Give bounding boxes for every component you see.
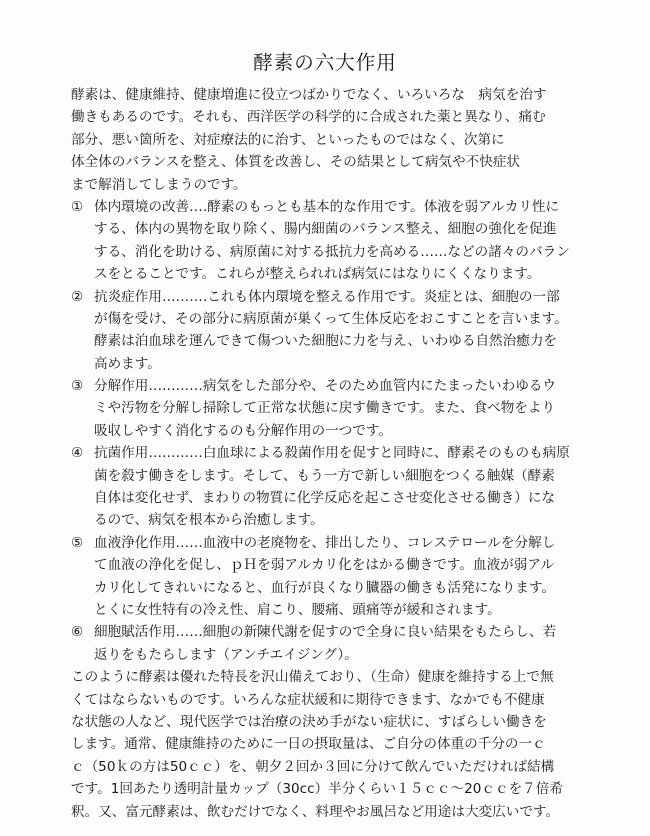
text-line: します。通常、健康維持のために一日の摂取量は、ご自分の体重の千分の一ｃ [71,736,546,753]
text-line: ｃ（50ｋの方は50ｃｃ）を、朝夕２回か３回に分けて飲んでいただければ結構 [71,758,555,775]
document-title: 酵素の六大作用 [253,51,397,74]
intro-paragraph [71,84,591,196]
item-number: ⑥ [71,624,84,641]
item-number: ① [71,198,84,215]
numbered-item-5 [71,532,591,622]
text-line: です。1回あたり透明計量カップ（30cc）半分くらい１５ｃｃ～20ｃｃを７倍希 [71,781,563,798]
text-line: 釈。又、富元酵素は、飲むだけでなく、料理やお風呂など用途は大変広いです。 [71,803,560,820]
item-number: ⑤ [71,534,84,551]
item-number: ③ [71,378,84,395]
text-line: 返りをもたらします（アンチエイジング）。 [94,646,358,663]
text-line: 血液浄化作用‥‥‥血液中の老廃物を、排出したり、コレステロールを分解し [94,534,556,551]
text-line: まで解消してしまうのです。 [71,176,247,193]
text-line: 高めます。 [94,355,161,372]
numbered-item-1 [71,196,591,286]
text-line: カリ化してきれいになると、血行が良くなり臓器の働きも活発になります。 [94,579,556,596]
text-line: する、体内の異物を取り除く、腸内細菌のバランス整え、細胞の強化を促進 [94,221,557,238]
numbered-item-2 [71,286,591,376]
text-line: 自体は変化せず、まわりの物質に化学反応を起こさせ変化させる働き）にな [94,490,556,507]
numbered-item-4 [71,442,591,532]
numbered-item-6 [71,621,591,666]
text-line: する、消化を助ける、病原菌に対する抵抗力を高める‥‥‥などの諸々のバラン [94,243,570,260]
text-line: て血液の浄化を促し、ｐＨを弱アルカリ化をはかる働きです。血液が弱アル [94,557,555,574]
text-line: るので、病気を根本から治癒します。 [94,512,324,529]
text-line: 吸収しやすく消化するのも分解作用の一つです。 [94,422,392,439]
text-line: ミや汚物を分解し掃除して正常な状態に戻す働きです。また、食べ物をより [94,400,556,417]
text-line: 抗炎症作用‥‥‥‥‥これも体内環境を整える作用です。炎症とは、細胞の一部 [94,288,560,305]
item-number: ④ [71,445,84,462]
text-line: 働きもあるのです。それも、西洋医学の科学的に合成された薬と異なり、痛む [71,109,546,126]
text-line: 細胞賦活作用‥‥‥細胞の新陳代謝を促すので全身に良い結果をもたらし、若 [94,624,557,641]
text-line: 酵素は、健康維持、健康増進に役立つばかりでなく、いろいろな 病気を治す [71,87,547,103]
numbered-item-3 [71,375,591,442]
text-line: が傷を受け、その部分に病原菌が巣くって生体反応をおこすことを言います。 [94,310,568,327]
text-line: このように酵素は優れた特長を沢山備えており、（生命）健康を維持する上で無 [71,669,554,686]
text-line: 菌を殺す働きをします。そして、もう一方で新しい細胞をつくる触媒（酵素 [94,467,555,484]
text-line: とくに女性特有の冷え性、肩こり、腰痛、頭痛等が緩和されます。 [94,601,501,618]
text-line: 部分、悪い箇所を、対症療法的に治す、といったものではなく、次第に [71,131,505,148]
document-body [71,84,591,823]
text-line: 抗菌作用‥‥‥‥‥‥白血球による殺菌作用を促すと同時に、酵素そのものも病原 [94,445,570,462]
text-line: 分解作用‥‥‥‥‥‥病気をした部分や、そのため血管内にたまったいわゆるウ [94,378,556,395]
text-line: 体全体のバランスを整え、体質を改善し、その結果として病気や不快症状 [71,154,520,171]
text-line: スをとることです。これらが整えられれば病気にはなりにくくなります。 [94,266,541,283]
closing-paragraph [71,666,591,823]
text-line: くてはならないものです。いろんな症状緩和に期待できます、なかでも不健康 [71,691,545,708]
item-number: ② [71,288,84,305]
text-line: 酵素は泊血球を運んできて傷ついた細胞に力を与え、いわゆる自然治癒力を [94,333,558,350]
text-line: な状態の人など、現代医学では治療の決め手がない症状に、すばらしい働きを [71,713,547,730]
text-line: 体内環境の改善‥‥酵素のもっとも基本的な作用です。体液を弱アルカリ性に [94,198,560,215]
